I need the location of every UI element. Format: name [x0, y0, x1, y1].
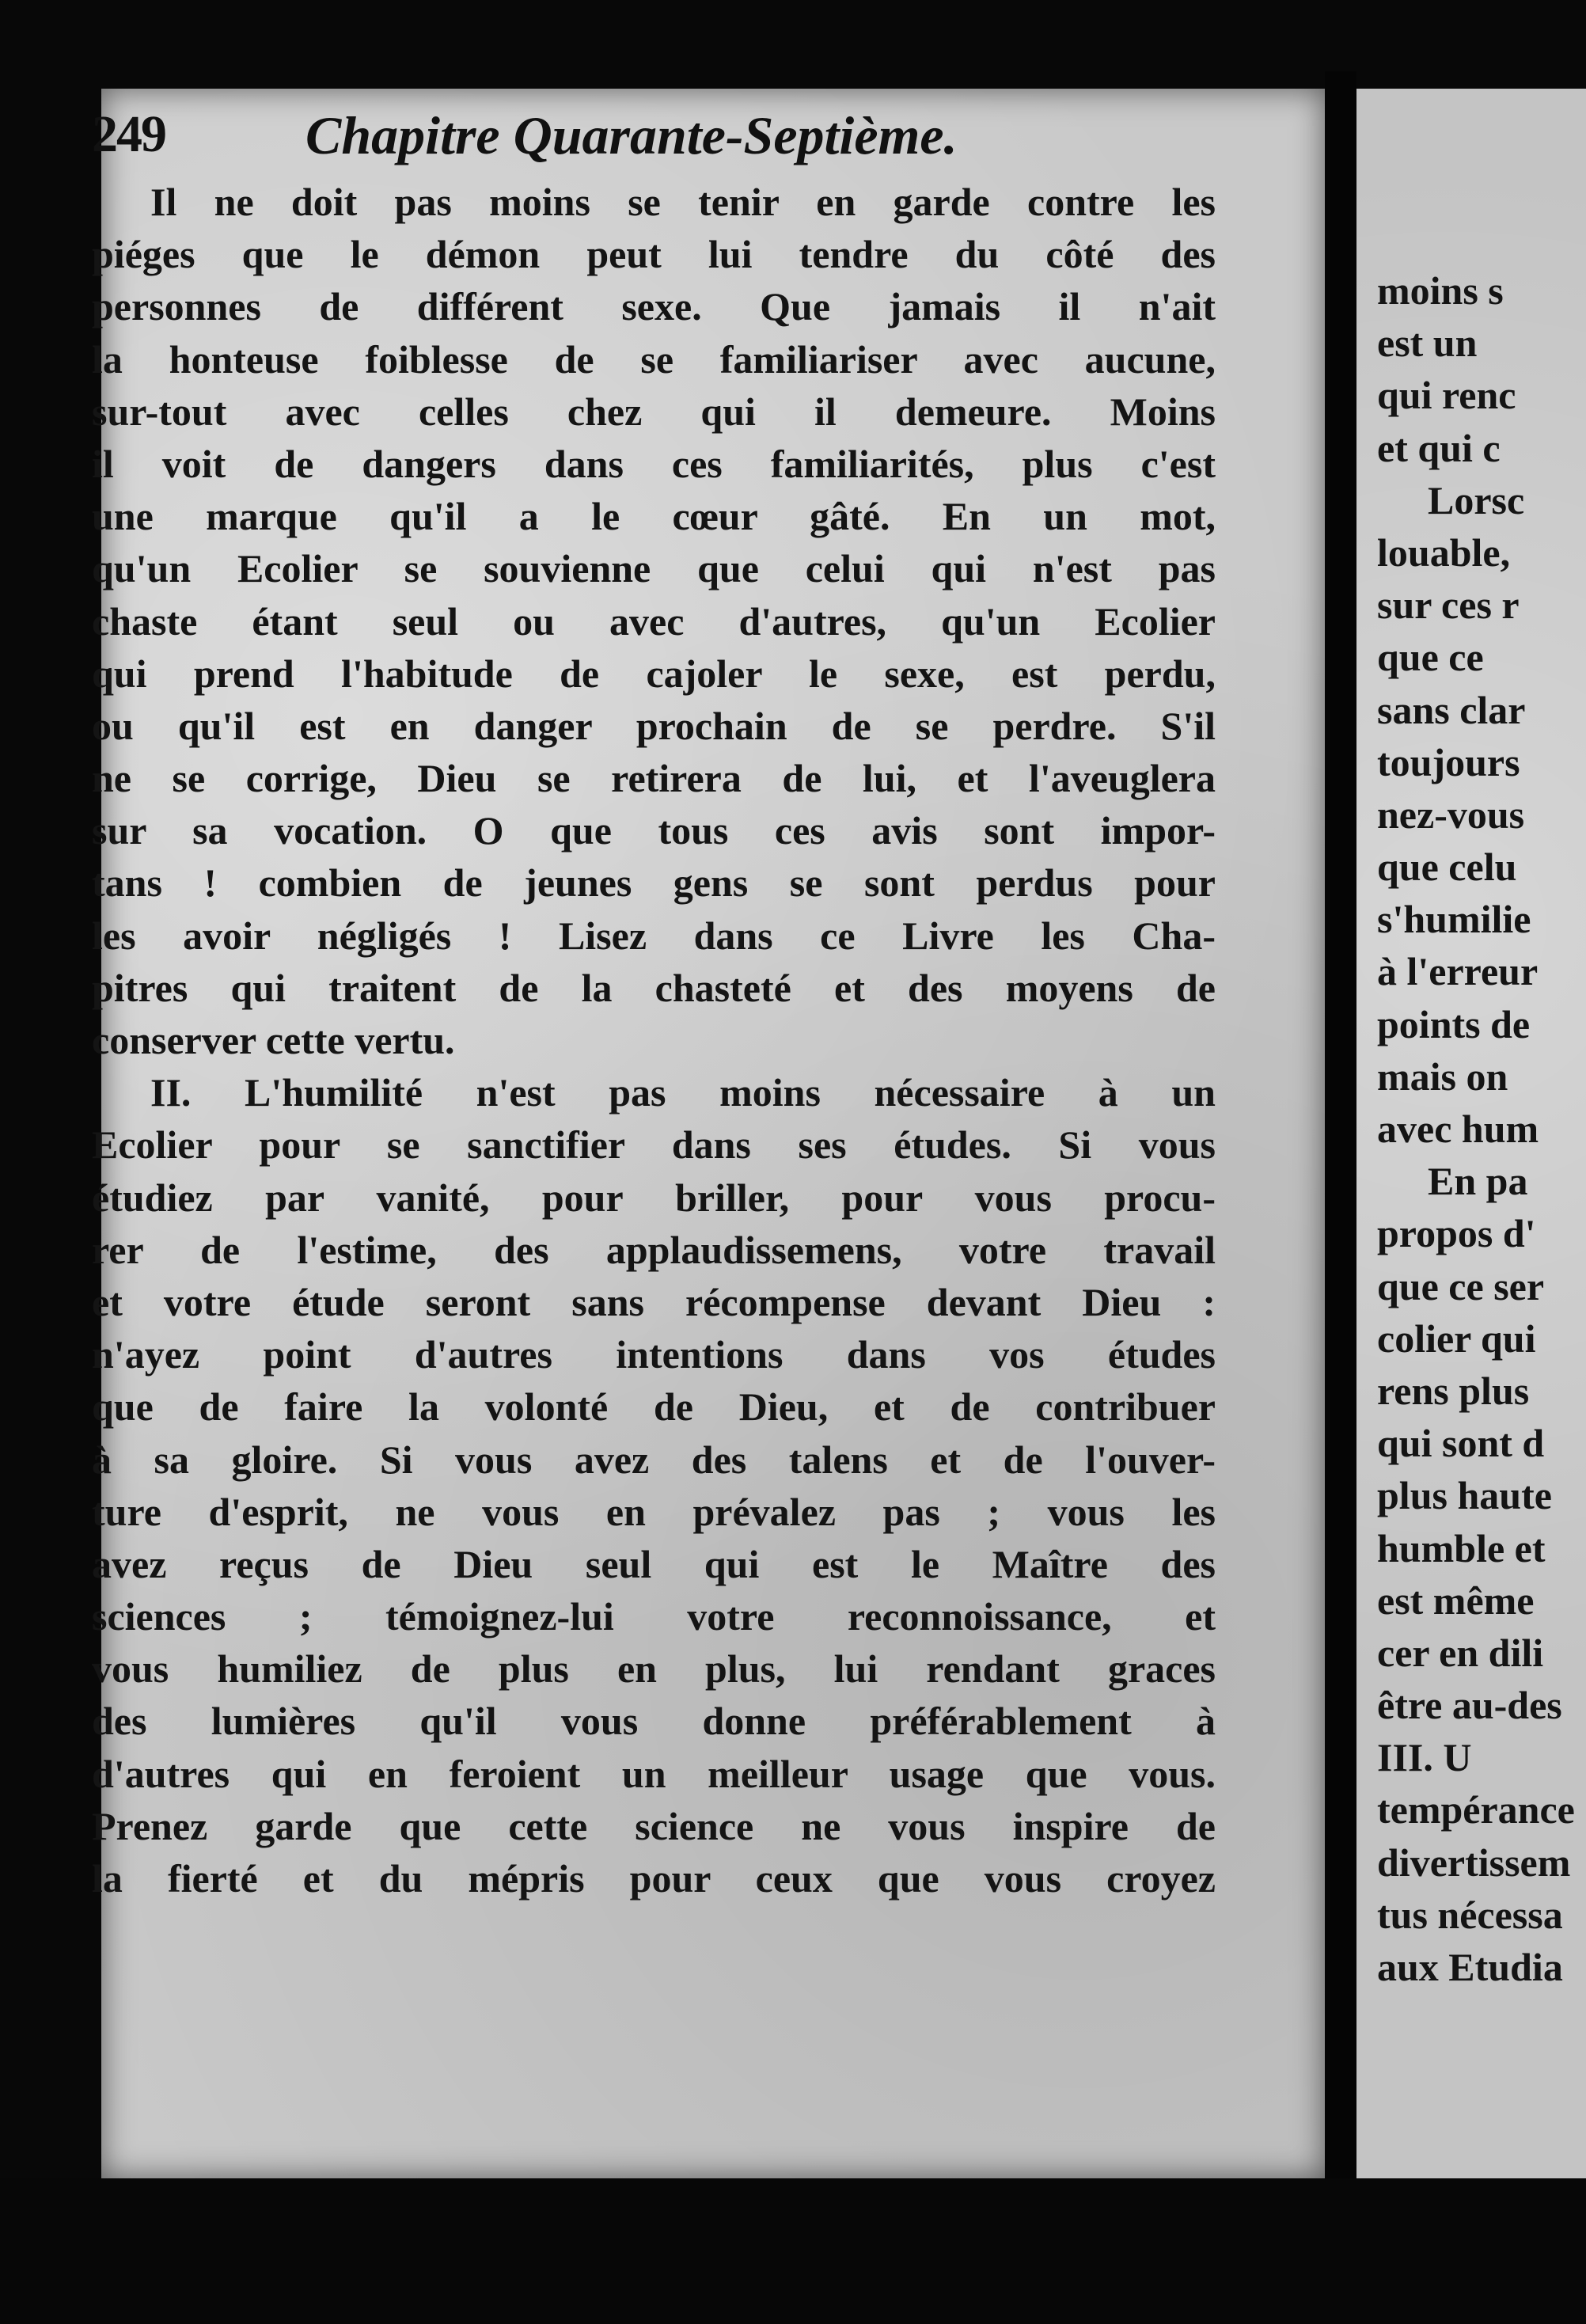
left-page-text — [92, 176, 1216, 1904]
right-text-line: avec hum — [1377, 1107, 1539, 1151]
text-line: la fierté et du mépris pour ceux que vous croyez — [92, 1856, 1216, 1901]
right-text-line: s'humilie — [1377, 897, 1531, 942]
text-line: il voit de dangers dans ces familiarités, plus c'est — [92, 441, 1216, 486]
text-line: qu'un Ecolier se souvienne que celui qui n'est pas — [92, 546, 1216, 591]
right-text-line: être au-des — [1377, 1683, 1562, 1728]
right-text-line: est même — [1377, 1578, 1535, 1623]
right-text-line: moins s — [1377, 268, 1504, 313]
text-line: piéges que le démon peut lui tendre du côté des — [92, 232, 1216, 277]
text-line: sciences ; témoignez-lui votre reconnoissance, et — [92, 1594, 1216, 1639]
right-text-line: colier qui — [1377, 1316, 1536, 1361]
right-text-line: toujours — [1377, 739, 1520, 784]
text-line: conserver cette vertu. — [92, 1018, 455, 1062]
text-line: rer de l'estime, des applaudissemens, votre travail — [92, 1227, 1216, 1272]
right-text-line: nez-vous — [1377, 792, 1525, 837]
right-text-line: qui renc — [1377, 373, 1516, 418]
text-line: ou qu'il est en danger prochain de se perdre. S'il — [92, 703, 1216, 748]
text-line: et votre étude seront sans récompense devant Dieu : — [92, 1279, 1216, 1324]
book-gutter — [1325, 71, 1356, 2224]
right-text-line: cer en dili — [1377, 1630, 1544, 1675]
text-line: d'autres qui en feroient un meilleur usage que vous. — [92, 1751, 1216, 1796]
text-line: n'ayez point d'autres intentions dans vos études — [92, 1332, 1216, 1377]
right-page-text — [1377, 264, 1586, 1993]
right-text-line: En pa — [1428, 1159, 1528, 1204]
right-text-line: sur ces r — [1377, 583, 1520, 628]
text-line: pitres qui traitent de la chasteté et des moyens de — [92, 965, 1216, 1010]
text-line: ne se corrige, Dieu se retirera de lui, et l'aveuglera — [92, 756, 1216, 801]
text-line: avez reçus de Dieu seul qui est le Maître des — [92, 1541, 1216, 1586]
right-text-line: et qui c — [1377, 425, 1501, 470]
text-line: vous humiliez de plus en plus, lui rendant graces — [92, 1646, 1216, 1692]
right-text-line: est un — [1377, 321, 1478, 366]
text-line: sur sa vocation. O que tous ces avis sont impor- — [92, 808, 1216, 853]
right-text-line: propos d' — [1377, 1211, 1536, 1256]
right-text-line: que celu — [1377, 845, 1517, 890]
right-text-line: points de — [1377, 1001, 1531, 1046]
text-line: tans ! combien de jeunes gens se sont perdus pour — [92, 860, 1216, 906]
page-number: 249 — [92, 105, 165, 163]
scan-bottom-edge — [0, 2178, 1586, 2324]
text-line: ture d'esprit, ne vous en prévalez pas ; vous les — [92, 1489, 1216, 1534]
text-line: personnes de différent sexe. Que jamais il n'ait — [92, 284, 1216, 329]
right-text-line: mais on — [1377, 1054, 1508, 1099]
right-text-line: tus nécessa — [1377, 1892, 1563, 1937]
text-line: qui prend l'habitude de cajoler le sexe, est perdu, — [92, 651, 1216, 696]
text-line: une marque qu'il a le cœur gâté. En un mot, — [92, 494, 1216, 539]
text-line: la honteuse foiblesse de se familiariser avec aucune, — [92, 336, 1216, 382]
right-text-line: louable, — [1377, 530, 1511, 575]
right-text-line: Lorsc — [1428, 477, 1525, 522]
right-text-line: que ce — [1377, 635, 1484, 680]
text-line: Prenez garde que cette science ne vous inspire de — [92, 1803, 1216, 1848]
text-line: que de faire la volonté de Dieu, et de contribuer — [92, 1384, 1216, 1430]
right-text-line: qui sont d — [1377, 1421, 1545, 1466]
right-text-line: plus haute — [1377, 1473, 1552, 1518]
right-text-line: que ce ser — [1377, 1263, 1545, 1308]
running-title: Chapitre Quarante-Septième. — [305, 105, 958, 165]
right-text-line: rens plus — [1377, 1368, 1530, 1413]
text-line: des lumières qu'il vous donne préférablement à — [92, 1699, 1216, 1744]
right-page — [1356, 89, 1586, 2178]
text-line: Ecolier pour se sanctifier dans ses études. Si vous — [92, 1122, 1216, 1168]
text-line: à sa gloire. Si vous avez des talens et de l'ouver- — [92, 1437, 1216, 1482]
text-line: étudiez par vanité, pour briller, pour vous procu- — [92, 1175, 1216, 1220]
right-text-line: humble et — [1377, 1525, 1546, 1570]
text-line: sur-tout avec celles chez qui il demeure. Moins — [92, 389, 1216, 434]
page-header — [92, 104, 1216, 176]
text-line: Il ne doit pas moins se tenir en garde contre les — [150, 180, 1216, 224]
text-line: II. L'humilité n'est pas moins nécessaire à un — [150, 1070, 1216, 1115]
right-text-line: tempérance — [1377, 1787, 1575, 1832]
text-line: chaste étant seul ou avec d'autres, qu'un Ecolier — [92, 598, 1216, 644]
right-text-line: aux Etudia — [1377, 1945, 1563, 1989]
text-line: les avoir négligés ! Lisez dans ce Livre les Cha- — [92, 913, 1216, 958]
right-text-line: divertissem — [1377, 1840, 1571, 1885]
right-text-line: sans clar — [1377, 687, 1526, 732]
right-text-line: III. U — [1377, 1735, 1472, 1780]
right-text-line: à l'erreur — [1377, 949, 1539, 994]
